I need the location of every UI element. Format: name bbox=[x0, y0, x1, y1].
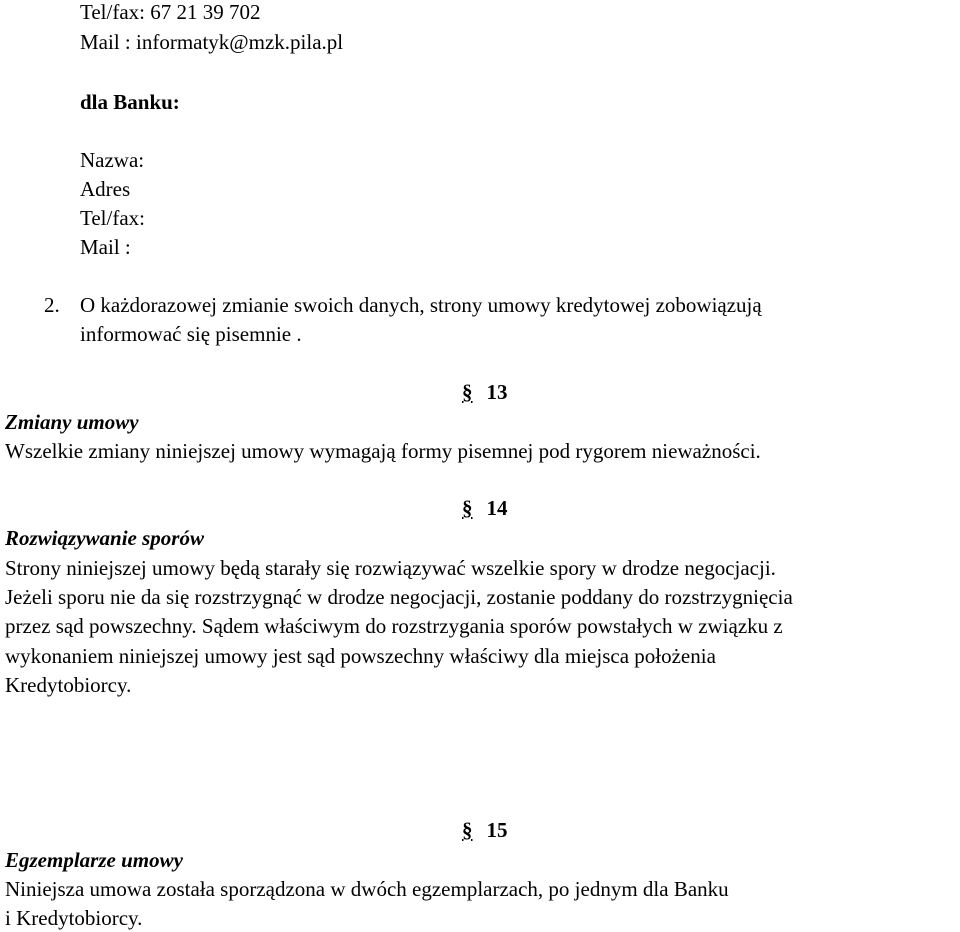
point-2-number: 2. bbox=[44, 293, 60, 317]
bank-mail-label: Mail : bbox=[80, 235, 131, 259]
section-15-heading bbox=[462, 818, 508, 842]
section-number: 13 bbox=[486, 380, 508, 404]
borrower-telfax: Tel/fax: 67 21 39 702 bbox=[80, 0, 261, 24]
section-13-line-1: Wszelkie zmiany niniejszej umowy wymagają formy pisemnej pod rygorem nieważności. bbox=[5, 439, 761, 463]
bank-name-label: Nazwa: bbox=[80, 148, 145, 172]
point-2-line-2: informować się pisemnie . bbox=[80, 322, 302, 346]
section-13-heading bbox=[462, 380, 508, 404]
section-15-title: Egzemplarze umowy bbox=[5, 848, 183, 872]
bank-address-label: Adres bbox=[80, 177, 131, 201]
borrower-mail: Mail : informatyk@mzk.pila.pl bbox=[80, 30, 344, 54]
section-14-line-5: Kredytobiorcy. bbox=[5, 673, 132, 697]
section-symbol: § bbox=[462, 496, 473, 520]
section-symbol: § bbox=[462, 380, 473, 404]
section-13-title: Zmiany umowy bbox=[5, 410, 139, 434]
section-number: 15 bbox=[486, 818, 508, 842]
section-number: 14 bbox=[486, 496, 508, 520]
bank-telfax-label: Tel/fax: bbox=[80, 206, 145, 230]
bank-heading: dla Banku: bbox=[80, 90, 180, 114]
section-14-line-2: Jeżeli sporu nie da się rozstrzygnąć w drodze negocjacji, zostanie poddany do rozstrzygnięcia bbox=[5, 585, 793, 609]
section-14-line-1: Strony niniejszej umowy będą starały się rozwiązywać wszelkie spory w drodze negocjacji. bbox=[5, 556, 776, 580]
section-14-line-4: wykonaniem niniejszej umowy jest sąd powszechny właściwy dla miejsca położenia bbox=[5, 644, 716, 668]
section-14-title: Rozwiązywanie sporów bbox=[5, 526, 204, 550]
section-14-heading bbox=[462, 496, 508, 520]
section-14-line-3: przez sąd powszechny. Sądem właściwym do rozstrzygania sporów powstałych w związku z bbox=[5, 614, 783, 638]
section-symbol: § bbox=[462, 818, 473, 842]
section-15-line-1: Niniejsza umowa została sporządzona w dwóch egzemplarzach, po jednym dla Banku bbox=[5, 877, 729, 901]
point-2-line-1: O każdorazowej zmianie swoich danych, strony umowy kredytowej zobowiązują bbox=[80, 293, 762, 317]
section-15-line-2: i Kredytobiorcy. bbox=[5, 906, 143, 930]
